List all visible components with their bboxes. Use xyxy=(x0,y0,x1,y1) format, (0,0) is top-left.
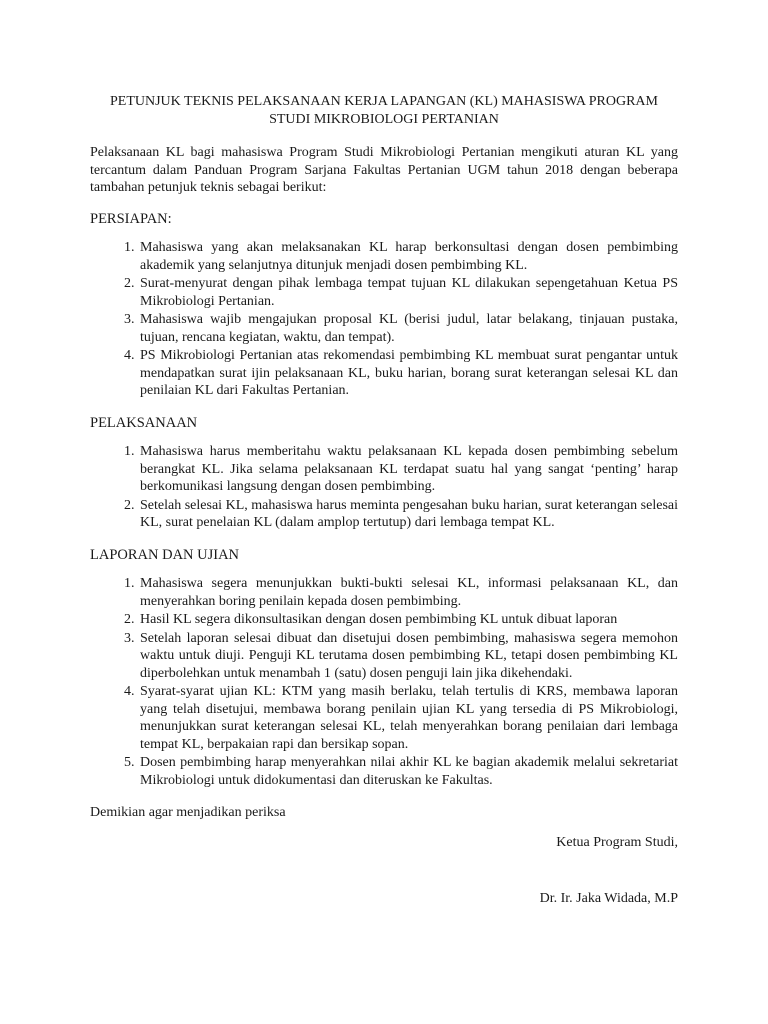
document-title xyxy=(90,93,678,128)
list-persiapan xyxy=(90,239,678,400)
list-laporan-dan-ujian xyxy=(90,575,678,789)
section-heading-pelaksanaan: PELAKSANAAN xyxy=(90,414,198,431)
section-heading-persiapan: PERSIAPAN: xyxy=(90,210,172,227)
list-item: 1. Mahasiswa harus memberitahu waktu pelaksanaan KL kepada dosen pembimbing sebelum berangkat KL. Jika selama pelaksanaan KL terdapat suatu hal yang sangat ‘penting’ harap berkomunikasi langsung dengan dosen pembimbing. xyxy=(138,443,678,496)
intro-paragraph: Pelaksanaan KL bagi mahasiswa Program Studi Mikrobiologi Pertanian mengikuti aturan KL yang tercantum dalam Panduan Program Sarjana Fakultas Pertanian UGM tahun 2018 dengan beberapa tambahan petunjuk teknis sebagai berikut: xyxy=(90,145,678,195)
list-item: 3. Setelah laporan selesai dibuat dan disetujui dosen pembimbing, mahasiswa segera memohon waktu untuk diuji. Penguji KL terutama dosen pembimbing KL, tetapi dosen pembimbing KL diperbolehkan untuk menambah 1 (satu) dosen penguji lain jika dikehendaki. xyxy=(138,630,678,683)
list-item: 4. Syarat-syarat ujian KL: KTM yang masih berlaku, telah tertulis di KRS, membawa laporan yang telah disetujui, membawa borang penilain ujian KL yang tersedia di PS Mikrobiologi, menunjukkan surat keterangan selesai KL, telah menyerahkan borang penilaian dari lembaga tempat KL, berpakaian rapi dan bersikap sopan. xyxy=(138,683,678,753)
title-line-1: PETUNJUK TEKNIS PELAKSANAAN KERJA LAPANGAN (KL) MAHASISWA PROGRAM xyxy=(110,94,658,109)
list-item: 1. Mahasiswa yang akan melaksanakan KL harap berkonsultasi dengan dosen pembimbing akademik yang selanjutnya ditunjuk menjadi dosen pembimbing KL. xyxy=(138,239,678,274)
list-item: 3. Mahasiswa wajib mengajukan proposal KL (berisi judul, latar belakang, tinjauan pustaka, tujuan, rencana kegiatan, waktu, dan tempat). xyxy=(138,311,678,346)
list-item: 2. Surat-menyurat dengan pihak lembaga tempat tujuan KL dilakukan sepengetahuan Ketua PS Mikrobiologi Pertanian. xyxy=(138,275,678,310)
list-item: 1. Mahasiswa segera menunjukkan bukti-bukti selesai KL, informasi pelaksanaan KL, dan menyerahkan boring penilain kepada dosen pembimbing. xyxy=(138,575,678,610)
list-pelaksanaan xyxy=(90,443,678,532)
list-item: 4. PS Mikrobiologi Pertanian atas rekomendasi pembimbing KL membuat surat pengantar untuk mendapatkan surat ijin pelaksanaan KL, buku harian, borang surat keterangan selesai KL dan penilaian KL dari Fakultas Pertanian. xyxy=(138,347,678,400)
signature-name: Dr. Ir. Jaka Widada, M.P xyxy=(539,891,678,906)
section-heading-laporan-dan-ujian: LAPORAN DAN UJIAN xyxy=(90,546,240,563)
closing-statement: Demikian agar menjadikan periksa xyxy=(90,805,286,820)
title-line-2: STUDI MIKROBIOLOGI PERTANIAN xyxy=(269,111,499,127)
list-item: 5. Dosen pembimbing harap menyerahkan nilai akhir KL ke bagian akademik melalui sekretariat Mikrobiologi untuk didokumentasi dan diteruskan ke Fakultas. xyxy=(138,754,678,789)
list-item: 2. Hasil KL segera dikonsultasikan dengan dosen pembimbing KL untuk dibuat laporan xyxy=(138,611,678,629)
signature-role: Ketua Program Studi, xyxy=(556,835,678,850)
list-item: 2. Setelah selesai KL, mahasiswa harus meminta pengesahan buku harian, surat keterangan selesai KL, surat penelaian KL (dalam amplop tertutup) dari lembaga tempat KL. xyxy=(138,497,678,532)
